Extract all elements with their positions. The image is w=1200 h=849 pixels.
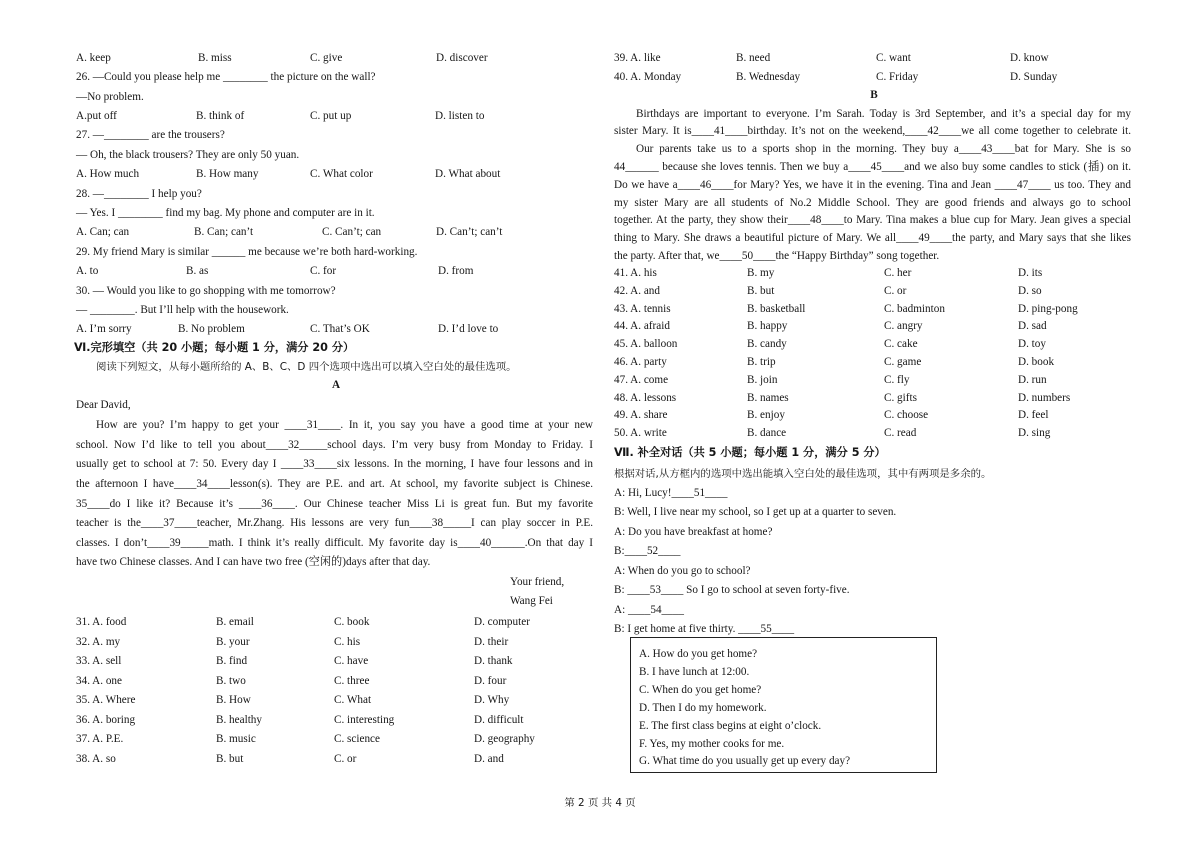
option-b-row-3-d: D. ping-pong — [1018, 302, 1078, 315]
q25-option-a: A. keep — [76, 52, 111, 64]
option-a-row-7-c: C. science — [334, 733, 380, 745]
q26-option-c: C. put up — [310, 110, 352, 122]
option-b-row-3-a: 43. A. tennis — [614, 302, 671, 315]
q26-option-d: D. listen to — [435, 110, 485, 122]
letter-line: usually get to school at 7: 50. Every day I ____33____six lessons. In the morning, I have four lessons and in — [76, 458, 593, 470]
q27-option-c: C. What color — [310, 168, 373, 180]
q27-stem: 27. —________ are the trousers? — [76, 129, 225, 141]
option-b-row-10-b: B. dance — [747, 427, 787, 440]
option-a-row-3-d: D. thank — [474, 655, 513, 667]
letter-line: 35____do I like it? Because it’s ____36____. Our Chinese teacher Miss Li is great fun. But my favorite — [76, 498, 593, 510]
q28-stem: 28. —________ I help you? — [76, 188, 202, 200]
box-option: F. Yes, my mother cooks for me. — [639, 737, 785, 750]
option-top-row-1-a: 39. A. like — [614, 52, 661, 64]
option-a-row-1-b: B. email — [216, 616, 254, 628]
option-b-row-7-b: B. join — [747, 373, 778, 386]
option-b-row-2-b: B. but — [747, 284, 775, 297]
passage-b-line: 44______ because she loves tennis. Then we buy a____45____and we also buy some candles to stick (插) on it. — [614, 161, 1131, 173]
option-b-row-10-a: 50. A. write — [614, 427, 667, 440]
answer-options-box — [630, 637, 937, 773]
option-b-row-4-d: D. sad — [1018, 320, 1047, 333]
q27-option-a: A. How much — [76, 168, 140, 180]
option-a-row-5-b: B. How — [216, 694, 251, 706]
passage-a-label: A — [331, 379, 341, 391]
passage-b-line: together. At the party, they show their____48____to Mary. Tina makes a blue cup for Mary. Jean gives a special — [614, 214, 1131, 226]
passage-b-line: my sister Mary are all students of No.2 Middle School. They are good friends and always go to school — [614, 197, 1131, 209]
q27-option-d: D. What about — [435, 168, 501, 180]
option-b-row-6-a: 46. A. party — [614, 356, 667, 368]
letter-greeting: Dear David, — [76, 399, 131, 411]
option-a-row-4-b: B. two — [216, 674, 246, 687]
q27-reply: — Oh, the black trousers? They are only 50 yuan. — [76, 149, 300, 161]
dialogue-line: B: Well, I live near my school, so I get up at a quarter to seven. — [614, 506, 897, 518]
option-b-row-1-d: D. its — [1018, 267, 1043, 279]
q30-stem: 30. — Would you like to go shopping with me tomorrow? — [76, 285, 336, 297]
letter-line: How are you? I’m happy to get your ____31____. In it, you say you have a good time at your new — [96, 419, 593, 431]
q29-option-a: A. to — [76, 265, 99, 277]
option-b-row-7-d: D. run — [1018, 373, 1047, 386]
q30-option-b: B. No problem — [178, 323, 245, 335]
option-b-row-8-b: B. names — [747, 391, 789, 404]
option-b-row-9-b: B. enjoy — [747, 409, 785, 422]
option-b-row-6-d: D. book — [1018, 356, 1055, 368]
option-b-row-8-c: C. gifts — [884, 391, 917, 404]
option-a-row-2-b: B. your — [216, 635, 250, 648]
option-b-row-1-c: C. her — [884, 267, 912, 279]
option-b-row-3-c: C. badminton — [884, 302, 945, 315]
option-a-row-7-a: 37. A. P.E. — [76, 733, 124, 745]
passage-b-line: Do we have a____46____for Mary? Yes, we have it in the evening. Tina and Jean ____47____ us too. They and — [614, 179, 1131, 191]
q28-option-c: C. Can’t; can — [322, 226, 382, 238]
dialogue-line: A: ____54____ — [614, 604, 684, 616]
q30-option-c: C. That’s OK — [310, 323, 370, 335]
option-a-row-7-b: B. music — [216, 733, 256, 745]
option-b-row-5-b: B. candy — [747, 338, 787, 351]
option-a-row-1-c: C. book — [334, 616, 370, 628]
passage-b-line: Birthdays are important to everyone. I’m Sarah. Today is 3rd September, and it’s a special day for my — [636, 108, 1131, 120]
option-a-row-8-c: C. or — [334, 752, 357, 765]
option-a-row-3-c: C. have — [334, 655, 369, 667]
passage-b-line: sister Mary. It is____41____birthday. It’s not on the weekend,____42____we all come together to celebrate it. — [614, 125, 1131, 137]
q28-option-d: D. Can’t; can’t — [436, 226, 503, 238]
letter-line: classes. I don’t____39_____math. I think it’s really difficult. My favorite day is____40______.On that day I — [76, 537, 593, 549]
option-a-row-4-c: C. three — [334, 674, 370, 687]
section7-title: Ⅶ. 补全对话（共 5 小题；每小题 1 分，满分 5 分） — [614, 446, 886, 459]
option-b-row-5-a: 45. A. balloon — [614, 338, 678, 351]
passage-b-label: B — [870, 89, 878, 101]
q30-reply: — ________. But I’ll help with the housework. — [76, 304, 289, 316]
option-a-row-3-a: 33. A. sell — [76, 655, 122, 667]
q30-option-d: D. I’d love to — [438, 323, 499, 335]
option-b-row-6-b: B. trip — [747, 356, 776, 368]
box-option: A. How do you get home? — [639, 648, 758, 660]
option-top-row-1-c: C. want — [876, 52, 911, 64]
option-b-row-4-c: C. angry — [884, 320, 923, 333]
option-b-row-1-b: B. my — [747, 267, 775, 279]
option-b-row-2-a: 42. A. and — [614, 284, 660, 297]
option-b-row-9-d: D. feel — [1018, 409, 1049, 422]
option-a-row-2-a: 32. A. my — [76, 635, 121, 648]
box-option: B. I have lunch at 12:00. — [639, 665, 750, 678]
q26-stem: 26. —Could you please help me ________ the picture on the wall? — [76, 71, 376, 83]
box-option: D. Then I do my homework. — [639, 701, 767, 714]
option-b-row-4-a: 44. A. afraid — [614, 320, 670, 333]
dialogue-line: A: Do you have breakfast at home? — [614, 526, 773, 538]
option-a-row-8-b: B. but — [216, 752, 244, 765]
option-b-row-9-a: 49. A. share — [614, 409, 668, 422]
option-a-row-4-a: 34. A. one — [76, 674, 122, 687]
option-b-row-7-a: 47. A. come — [614, 373, 669, 386]
option-top-row-1-b: B. need — [736, 52, 771, 64]
option-top-row-2-d: D. Sunday — [1010, 71, 1058, 83]
box-option: G. What time do you usually get up every day? — [639, 755, 851, 768]
section7-instruction: 根据对话,从方框内的选项中选出能填入空白处的最佳选项，其中有两项是多余的。 — [614, 468, 992, 480]
option-b-row-4-b: B. happy — [747, 320, 788, 333]
option-a-row-5-a: 35. A. Where — [76, 694, 136, 706]
letter-line: the afternoon I have____34____lesson(s). They are P.E. and art. At school, my favorite subject is Chinese. — [76, 478, 593, 490]
dialogue-line: A: Hi, Lucy!____51____ — [614, 487, 728, 499]
option-a-row-3-b: B. find — [216, 655, 248, 667]
q29-option-b: B. as — [186, 265, 209, 277]
q29-stem: 29. My friend Mary is similar ______ me because we’re both hard-working. — [76, 246, 418, 258]
option-b-row-7-c: C. fly — [884, 373, 910, 386]
dialogue-line: B: ____53____ So I go to school at seven forty-five. — [614, 584, 850, 596]
passage-b-line: the party. After that, we____50____the “Happy Birthday” song together. — [614, 250, 940, 262]
option-a-row-8-d: D. and — [474, 752, 504, 765]
option-b-row-1-a: 41. A. his — [614, 267, 657, 279]
passage-b-line: thing to Mary. She draws a beautiful picture of Mary. We all____49____the party, and Mary says that she likes — [614, 232, 1131, 244]
option-a-row-1-d: D. computer — [474, 616, 530, 628]
box-option: E. The first class begins at eight o’clock. — [639, 719, 822, 732]
option-top-row-2-b: B. Wednesday — [736, 71, 801, 83]
option-b-row-6-c: C. game — [884, 356, 922, 368]
dialogue-line: B:____52____ — [614, 545, 681, 557]
q25-option-b: B. miss — [198, 52, 232, 64]
q29-option-c: C. for — [310, 265, 337, 277]
option-a-row-5-c: C. What — [334, 694, 372, 706]
q25-option-d: D. discover — [436, 52, 488, 64]
option-a-row-4-d: D. four — [474, 674, 507, 687]
option-b-row-10-d: D. sing — [1018, 427, 1051, 440]
option-b-row-8-a: 48. A. lessons — [614, 391, 677, 404]
box-option: C. When do you get home? — [639, 683, 762, 696]
option-b-row-9-c: C. choose — [884, 409, 929, 422]
option-a-row-2-c: C. his — [334, 635, 361, 648]
q27-option-b: B. How many — [196, 168, 259, 180]
option-b-row-5-c: C. cake — [884, 338, 918, 351]
option-a-row-8-a: 38. A. so — [76, 752, 116, 765]
section6-instruction: 阅读下列短文，从每小题所给的 A、B、C、D 四个选项中选出可以填入空白处的最佳选项。 — [96, 361, 517, 373]
page-footer: 第 2 页 共 4 页 — [564, 797, 636, 809]
q26-option-a: A.put off — [76, 110, 117, 122]
option-a-row-7-d: D. geography — [474, 733, 535, 745]
letter-line: have two Chinese classes. And I can have two free (空闲的)days after that day. — [76, 556, 431, 568]
option-a-row-6-a: 36. A. boring — [76, 713, 136, 726]
option-a-row-1-a: 31. A. food — [76, 616, 127, 628]
q26-reply: —No problem. — [76, 91, 144, 103]
letter-closing: Your friend, — [510, 576, 565, 588]
section6-title: Ⅵ.完形填空（共 20 小题；每小题 1 分，满分 20 分） — [74, 341, 355, 354]
q30-option-a: A. I’m sorry — [76, 323, 132, 335]
option-top-row-1-d: D. know — [1010, 52, 1049, 64]
option-top-row-2-c: C. Friday — [876, 71, 919, 83]
q25-option-c: C. give — [310, 52, 343, 64]
dialogue-line: A: When do you go to school? — [614, 565, 751, 577]
letter-line: school. Now I’d like to tell you about____32_____school days. I’m very busy from Monday to Friday. I — [76, 439, 593, 451]
option-a-row-6-d: D. difficult — [474, 713, 524, 726]
option-b-row-2-d: D. so — [1018, 284, 1042, 297]
q29-option-d: D. from — [438, 265, 474, 277]
option-a-row-2-d: D. their — [474, 635, 509, 648]
option-a-row-5-d: D. Why — [474, 694, 510, 706]
q28-option-b: B. Can; can’t — [194, 226, 254, 238]
option-a-row-6-c: C. interesting — [334, 713, 395, 726]
option-b-row-8-d: D. numbers — [1018, 391, 1071, 404]
option-a-row-6-b: B. healthy — [216, 713, 262, 726]
passage-b-line: Our parents take us to a sports shop in the morning. They buy a____43____bat for Mary. She is so — [636, 143, 1131, 155]
option-b-row-5-d: D. toy — [1018, 338, 1046, 351]
q26-option-b: B. think of — [196, 110, 245, 122]
letter-signature: Wang Fei — [510, 595, 553, 607]
option-b-row-2-c: C. or — [884, 284, 907, 297]
letter-line: teacher is the____37____teacher, Mr.Zhang. His lessons are very fun____38_____I can play soccer in P.E. — [76, 517, 593, 529]
q28-reply: — Yes. I ________ find my bag. My phone and computer are in it. — [76, 207, 375, 219]
q28-option-a: A. Can; can — [76, 226, 130, 238]
dialogue-line: B: I get home at five thirty. ____55____ — [614, 623, 795, 635]
option-b-row-3-b: B. basketball — [747, 302, 806, 315]
option-b-row-10-c: C. read — [884, 427, 917, 440]
option-top-row-2-a: 40. A. Monday — [614, 71, 682, 83]
